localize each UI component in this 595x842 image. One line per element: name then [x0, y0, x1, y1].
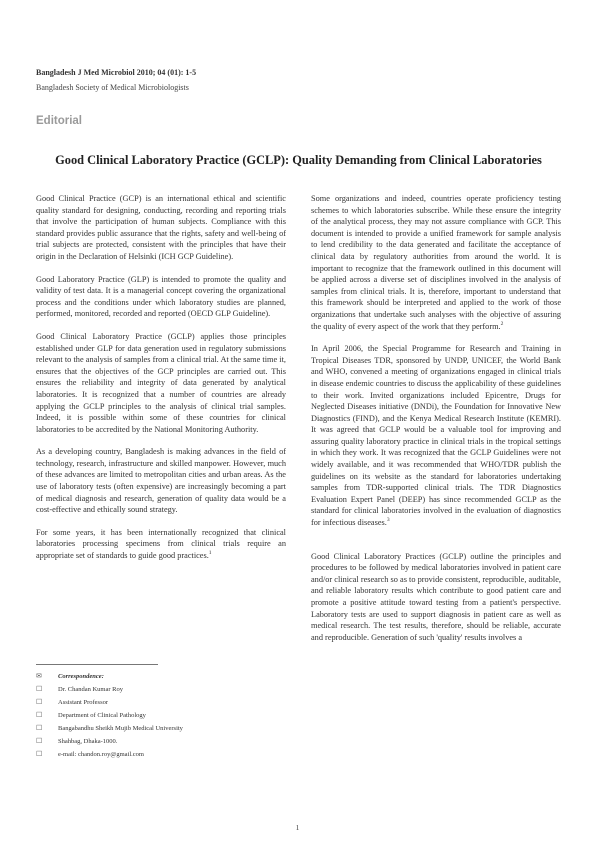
paragraph: Good Clinical Practice (GCP) is an international ethical and scientific quality standard for designing, conducting, recording and reporting trials that involve the participation of human subjects. Compliance with this standard provides public assurance that the rights, safety and well-being of trial subjects are protected, consistent with the principles that have their origin in the Declaration of Helsinki (ICH GCP Guideline).	[36, 194, 286, 261]
section-label: Editorial	[36, 115, 83, 127]
correspondence-email[interactable]: ☐ e-mail: chandon.roy@gmail.com	[36, 748, 183, 761]
correspondence-line: ☐ Bangabandhu Sheikh Mujib Medical University	[36, 722, 183, 735]
page-number: 1	[295, 823, 300, 832]
society-name: Bangladesh Society of Medical Microbiologists	[36, 83, 189, 92]
reference-marker[interactable]: 1	[208, 550, 212, 557]
paragraph: Good Clinical Laboratory Practices (GCLP) outline the principles and procedures to be followed by medical laboratories involved in patient care and/or clinical research so as to provide consistent, reproducible, auditable, and reliable laboratory results which contribute to good patient care and promote a positive attitude toward testing from a patient's perspective. Laboratory tests are used to support diagnosis in patient care as well as medical research. The test results, therefore, should be reliable, accurate and reproducible. Generation of such 'quality' results involves a	[311, 551, 561, 642]
left-column	[36, 193, 286, 573]
journal-citation: Bangladesh J Med Microbiol 2010; 04 (01): 1-5	[36, 68, 197, 77]
correspondence-heading: ✉ Correspondence:	[36, 670, 183, 683]
checkbox-bullet-icon: ☐	[36, 737, 43, 745]
checkbox-bullet-icon: ☐	[36, 685, 43, 693]
correspondence-line: ☐ Shahbag, Dhaka-1000.	[36, 735, 183, 748]
paragraph: For some years, it has been internationally recognized that clinical laboratories processing specimens from clinical trials require an appropriate set of standards to guide good practices.$^1$	[36, 527, 286, 561]
right-column	[311, 193, 561, 654]
footnote-divider	[36, 664, 158, 665]
correspondence-line: ☐ Assistant Professor	[36, 696, 183, 709]
correspondence-line: ☐ Department of Clinical Pathology	[36, 709, 183, 722]
paragraph: Good Laboratory Practice (GLP) is intended to promote the quality and validity of test data. It is a managerial concept covering the organizational process and the conditions under which laboratory studies are planned, performed, monitored, recorded and reported (OECD GLP Guideline).	[36, 274, 286, 319]
checkbox-bullet-icon: ☐	[36, 698, 43, 706]
correspondence-block	[36, 670, 183, 761]
correspondence-line: ☐ Dr. Chandan Kumar Roy	[36, 683, 183, 696]
paragraph: Good Clinical Laboratory Practice (GCLP) applies those principles established under GLP for data generation used in regulatory submissions relevant to the analysis of samples from a clinical trial. At the same time it, ensures that the objectives of the GCP principles are carried out. This ensures the reliability and integrity of data generated by analytical laboratories. It is recognized that a number of countries are already applying the GCLP principles to the analysis of clinical trial samples. Indeed, it is possible within some of these countries for clinical laboratories to be accredited by the National Monitoring Authority.	[36, 331, 286, 434]
paragraph: In April 2006, the Special Programme for Research and Training in Tropical Diseases TDR, sponsored by UNDP, UNICEF, the World Bank and WHO, convened a meeting of organizations engaged in clinical trials in disease endemic countries to discuss the applicability of these guidelines to their work. Invited organizations included Epicentre, Drugs for Neglected Diseases initiative (DNDi), the Foundation for Innovative New Diagnostics (FIND), and the Kenya Medical Research Institute (KEMRI). It was agreed that GCLP would be a valuable tool for improving and assuring quality laboratory practice in clinical trials in the tropical settings in which they work. It was recognized that the GCLP Guidelines were not widely available, and it was recommended that WHO/TDR publish the guidelines on its website as the standard for laboratories undertaking samples from TDR-supported clinical trials. The TDR Diagnostics Evaluation Expert Panel (DEEP) has since recommended GCLP as the standard for clinical laboratories involved in the evaluation of diagnostics for infectious diseases.$^3$	[311, 344, 561, 528]
checkbox-bullet-icon: ☐	[36, 711, 43, 719]
checkbox-bullet-icon: ☐	[36, 724, 43, 732]
reference-marker[interactable]: 2	[500, 320, 504, 327]
paragraph: As a developing country, Bangladesh is making advances in the field of technology, research, infrastructure and skilled manpower. However, much of these advances are limited to metropolitan cities and urban areas. As the use of laboratory tests (often expensive) are increasingly becoming a part of medical diagnosis and research, generation of quality data would be a cost-effective and ethically sound strategy.	[36, 447, 286, 515]
reference-marker[interactable]: 3	[386, 517, 390, 524]
article-title: Good Clinical Laboratory Practice (GCLP): Quality Demanding from Clinical Laboratories	[55, 153, 542, 167]
paragraph: Some organizations and indeed, countries operate proficiency testing schemes to which laboratories subscribe. While these ensure the integrity of the analytical process, they may not assure compliance with GCP. This document is intended to provide a unified framework for sample analysis to lend credibility to the data generated and facilitate the acceptance of clinical data by regulatory authorities from around the world. It is important to recognize that the framework outlined in this document will be applied across a diverse set of disciplines involved in the analysis of samples from clinical trials. It is, therefore, important to understand that this framework should be interpreted and applied to the work of those organizations that undertake such analyses with the objective of assuring the quality of every aspect of the work that they perform.$^2$	[311, 194, 561, 331]
envelope-icon: ✉	[36, 672, 42, 680]
checkbox-bullet-icon: ☐	[36, 750, 43, 758]
